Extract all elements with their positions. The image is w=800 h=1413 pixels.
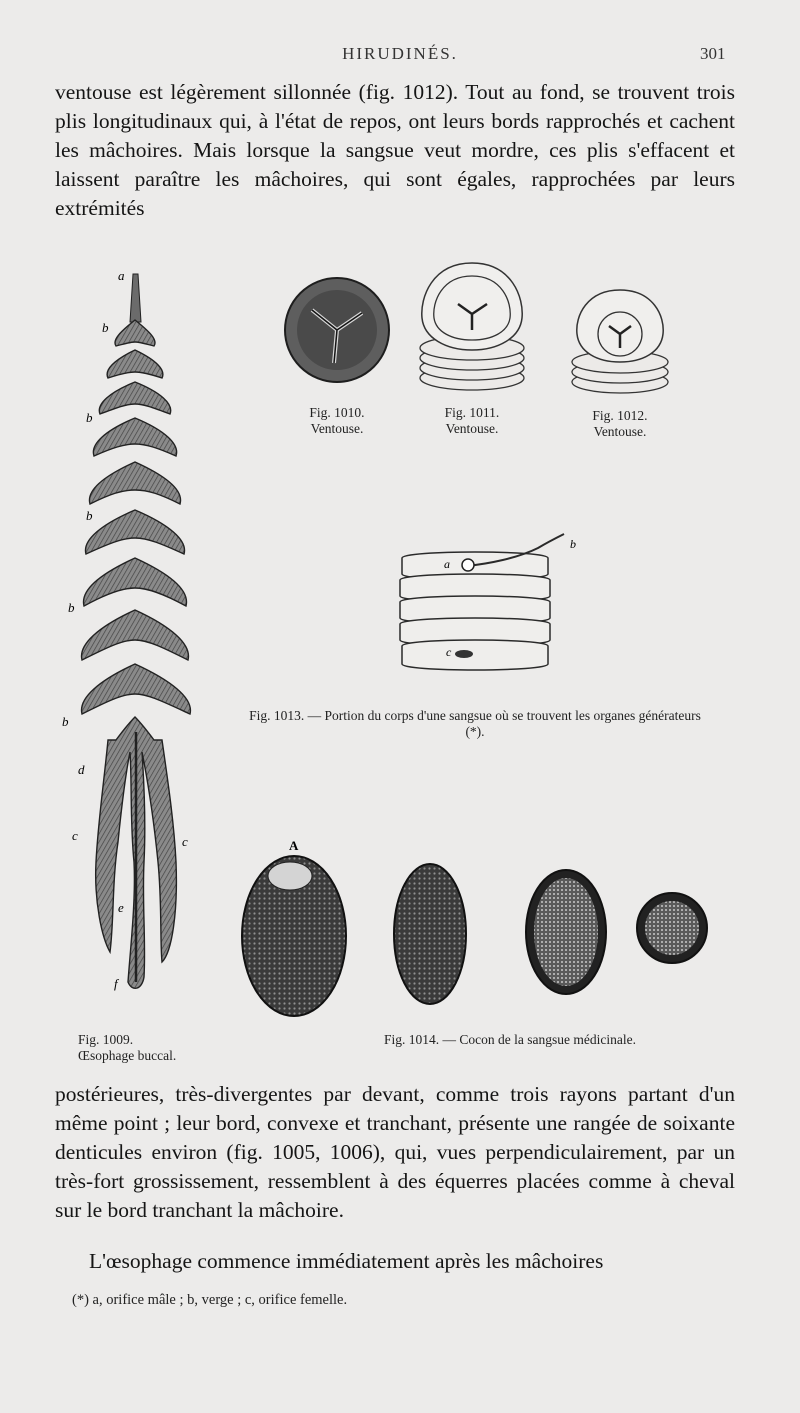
fig-1010-sucker-illustration	[282, 275, 392, 385]
fig-1009-letter-b: b	[86, 410, 93, 425]
fig-1009-letter-d: d	[78, 762, 85, 777]
fig-1012-caption	[570, 408, 670, 440]
fig-1014-cocoon-illustration	[232, 836, 732, 1026]
body-paragraph-bottom: postérieures, très-divergentes par devant, comme trois rayons partant d'un même point ; leur bord, convexe et tranchant, présente une rangée de soixante denticules environ (fig. 1005, 1006), qui, vues perpendiculairement, par un très-fort grossissement, ressemblent à des équerres placées comme à cheval sur le bord tranchant la mâchoire.	[55, 1082, 735, 1222]
fig-1014-letter-a: A	[289, 838, 299, 853]
fig-1009-letter-b: b	[68, 600, 75, 615]
fig-1009-letter-c: c	[182, 834, 188, 849]
fig-1009-letter-a: a	[118, 268, 125, 283]
body-paragraph-last: L'œsophage commence immédiatement après les mâchoires	[89, 1249, 604, 1273]
running-title: HIRUDINÉS.	[342, 44, 458, 63]
fig-1011-sucker-illustration	[412, 258, 532, 398]
fig-1014-caption: Fig. 1014. — Cocon de la sangsue médicinale.	[384, 1032, 636, 1047]
fig-1009-letter-f: f	[114, 976, 118, 991]
page-number: 301	[700, 44, 726, 63]
fig-1010-caption	[282, 405, 392, 437]
fig-1009-letter-b: b	[62, 714, 69, 729]
fig-1009-letter-c: c	[72, 828, 78, 843]
fig-1009-oesophagus-illustration	[50, 262, 220, 1020]
fig-1011-number: Fig. 1011.	[444, 405, 500, 420]
fig-1010-number: Fig. 1010.	[309, 405, 365, 420]
fig-1011-label: Ventouse.	[445, 421, 499, 436]
fig-1009-caption	[50, 1032, 220, 1064]
fig-1009-letter-e: e	[118, 900, 124, 915]
footnote: (*) a, orifice mâle ; b, verge ; c, orifice femelle.	[72, 1292, 348, 1308]
fig-1011-caption	[412, 405, 532, 437]
fig-1013-letter-c: c	[446, 645, 452, 659]
fig-1009-letter-b: b	[86, 508, 93, 523]
fig-1013-caption: Fig. 1013. — Portion du corps d'une sangsue où se trouvent les organes générateurs (*).	[249, 708, 701, 739]
fig-1009-letter-b: b	[102, 320, 109, 335]
fig-1013-body-portion-illustration	[388, 530, 588, 692]
fig-1010-label: Ventouse.	[310, 421, 364, 436]
fig-1009-number: Fig. 1009.	[78, 1032, 134, 1047]
fig-1013-letter-b: b	[570, 537, 576, 551]
fig-1012-sucker-illustration	[565, 286, 675, 400]
fig-1009-label: Œsophage buccal.	[78, 1048, 177, 1063]
fig-1012-label: Ventouse.	[593, 424, 647, 439]
fig-1012-number: Fig. 1012.	[592, 408, 648, 423]
body-paragraph-top: ventouse est légèrement sillonnée (fig. 1012). Tout au fond, se trouvent trois plis longitudinaux qui, à l'état de repos, ont leurs bords rapprochés et cachent les mâchoires. Mais lorsque la sangsue veut mordre, ces plis s'effacent et laissent paraître les mâchoires, qui sont égales, rapprochées par leurs extrémités	[55, 80, 735, 220]
fig-1013-letter-a: a	[444, 557, 450, 571]
